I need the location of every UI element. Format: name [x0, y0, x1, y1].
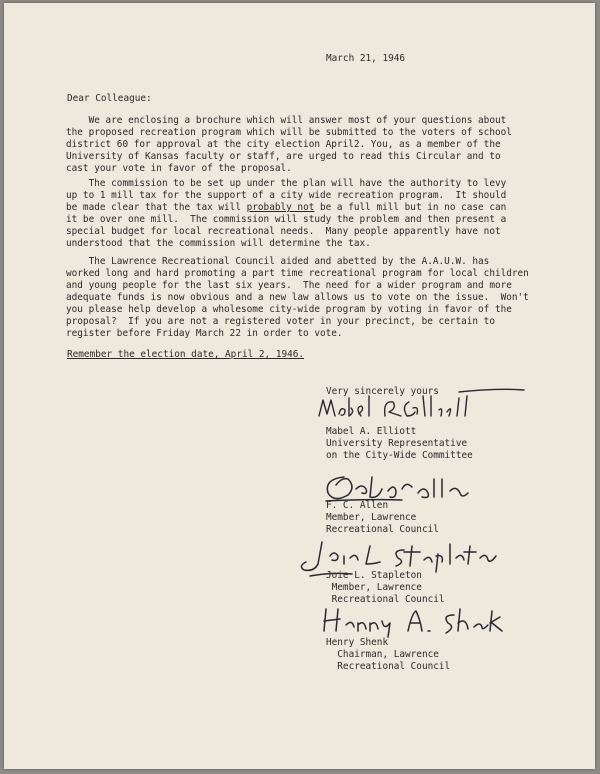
signatory-name: Mabel A. Elliott — [326, 426, 417, 437]
paragraph-line: up to 1 mill tax for the support of a city wide recreation program. It should — [66, 190, 507, 201]
paragraph-line: cast your vote in favor of the proposal. — [66, 163, 292, 174]
letter-date: March 21, 1946 — [326, 53, 406, 64]
paragraph-line: and young people for the last six years. The need for a wider program and more — [66, 280, 512, 291]
paragraph-line: The commission to be set up under the plan will have the authority to levy — [66, 178, 507, 189]
paragraph-1 — [66, 115, 546, 175]
signatory-title: Member, Lawrence — [326, 582, 422, 593]
paragraph-line: the proposed recreation program which will be submitted to the voters of school — [66, 127, 512, 138]
signatory-name: F. C. Allen — [326, 500, 389, 511]
signatory-title: Recreational Council — [326, 524, 439, 535]
paragraph-line: you please help develop a wholesome city-wide program by voting in favor of the — [66, 304, 512, 315]
signatory-name: Joie L. Stapleton — [326, 570, 422, 581]
paragraph-line: it be over one mill. The commission will study the problem and then present a — [66, 214, 507, 225]
paragraph-line: be made clear that the tax will probably not be a full mill but in no case can — [66, 202, 507, 213]
paragraph-line: proposal? If you are not a registered voter in your precinct, be certain to — [66, 316, 495, 327]
paragraph-3 — [66, 256, 546, 340]
signature-shenk — [318, 603, 508, 639]
closing: Very sincerely yours — [326, 386, 439, 397]
paragraph-line: register before Friday March 22 in order to vote. — [66, 328, 343, 339]
election-reminder: Remember the election date, April 2, 1946. — [67, 349, 305, 360]
signatory-title: Recreational Council — [326, 661, 451, 672]
signatory-allen — [326, 500, 439, 536]
paragraph-line: worked long and hard promoting a part time recreational program for local children — [66, 268, 529, 279]
salutation: Dear Colleague: — [67, 93, 152, 104]
paragraph-line: The Lawrence Recreational Council aided and abetted by the A.A.U.W. has — [66, 256, 490, 267]
signatory-title: University Representative — [326, 438, 468, 449]
signature-elliott — [309, 386, 534, 426]
signatory-title: Member, Lawrence — [326, 512, 417, 523]
signatory-elliott — [326, 426, 473, 462]
letter-page — [4, 3, 595, 769]
signatory-title: Recreational Council — [326, 594, 445, 605]
signatory-name: Henry Shenk — [326, 637, 389, 648]
emphasis-underline: probably not — [246, 202, 315, 213]
signatory-shenk — [326, 637, 450, 673]
paragraph-2 — [66, 178, 546, 250]
paragraph-line: adequate funds is now obvious and a new law allows us to vote on the issue. Won't — [66, 292, 529, 303]
signatory-title: Chairman, Lawrence — [326, 649, 439, 660]
paragraph-line: special budget for local recreational needs. Many people apparently have not — [66, 226, 501, 237]
signatory-stapleton — [326, 570, 445, 606]
paragraph-line: We are enclosing a brochure which will answer most of your questions about — [66, 115, 507, 126]
paragraph-line: understood that the commission will determine the tax. — [66, 238, 371, 249]
signatory-title: on the City-Wide Committee — [326, 450, 473, 461]
paragraph-line: district 60 for approval at the city election April2. You, as a member of the — [66, 139, 501, 150]
paragraph-line: University of Kansas faculty or staff, are urged to read this Circular and to — [66, 151, 501, 162]
